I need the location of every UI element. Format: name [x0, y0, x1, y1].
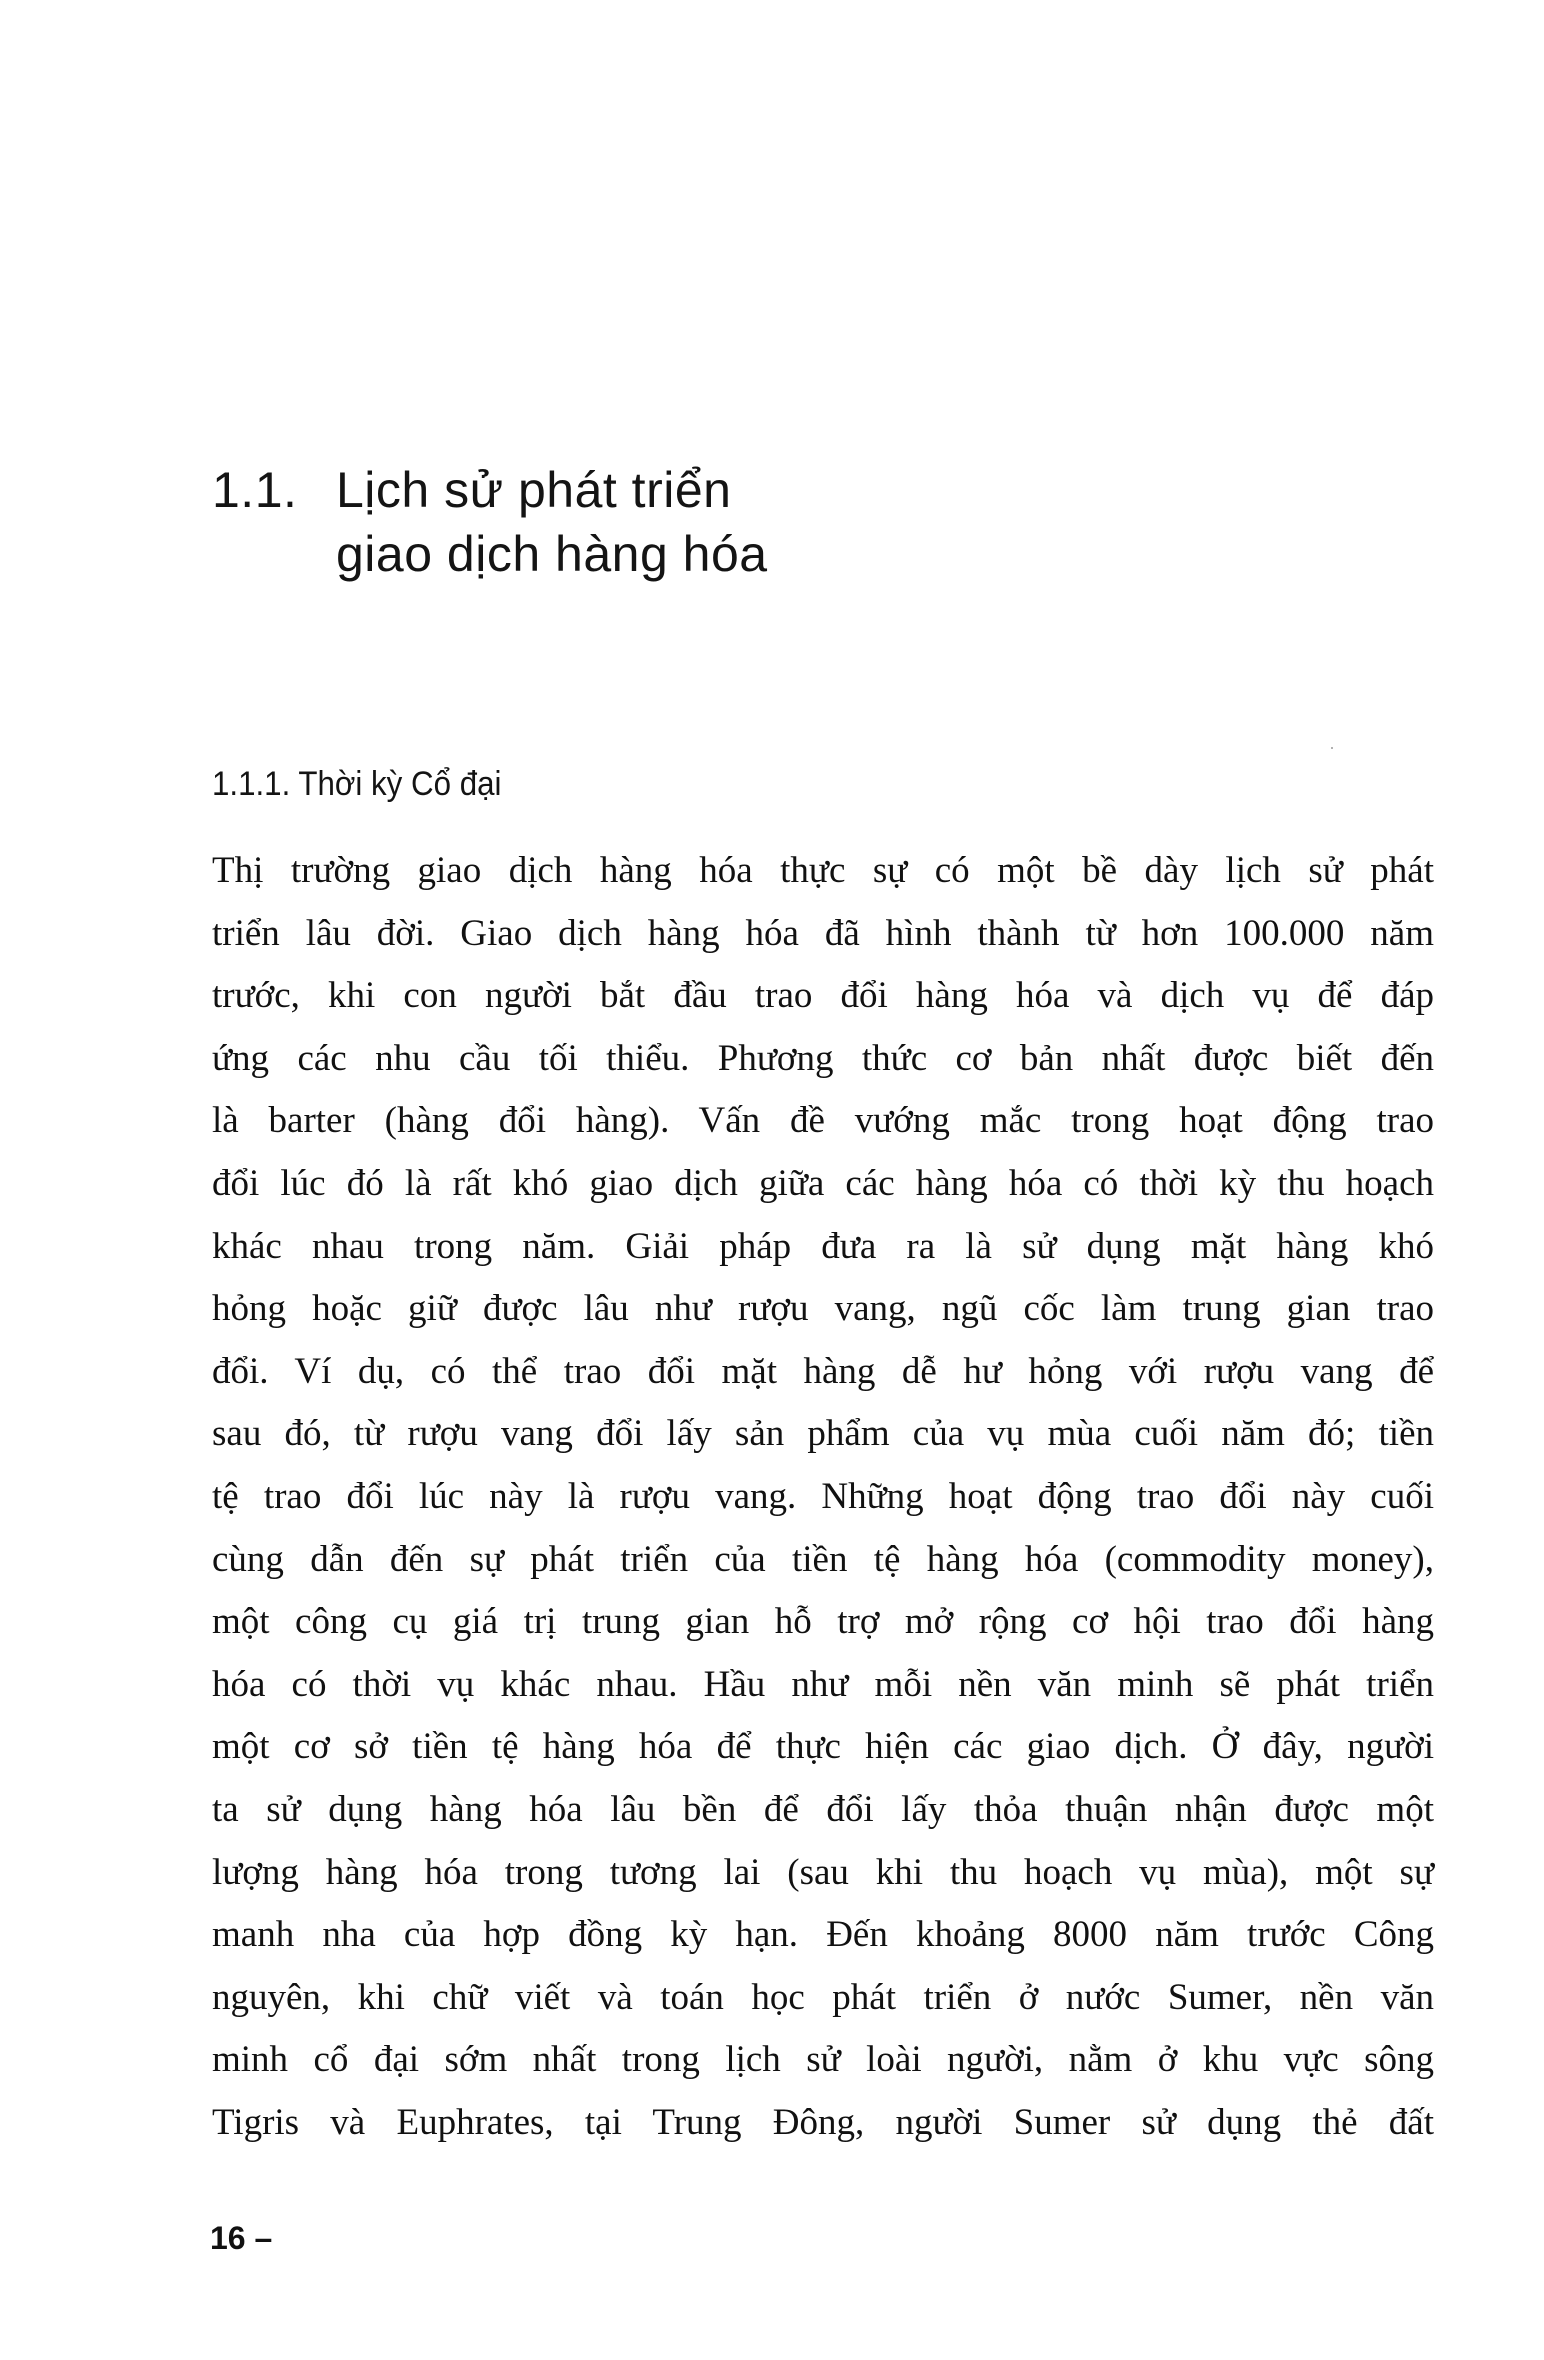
- section-title-line-1: Lịch sử phát triển: [336, 462, 732, 518]
- paragraph-line: sau đó, từ rượu vang đổi lấy sản phẩm của vụ mùa cuối năm đó; tiền: [212, 1413, 1434, 1455]
- paragraph-line: nguyên, khi chữ viết và toán học phát triển ở nước Sumer, nền văn: [212, 1976, 1434, 2018]
- paragraph-line: hỏng hoặc giữ được lâu như rượu vang, ngũ cốc làm trung gian trao: [212, 1288, 1434, 1330]
- section-title-line-2: giao dịch hàng hóa: [336, 526, 768, 582]
- paragraph-line: lượng hàng hóa trong tương lai (sau khi thu hoạch vụ mùa), một sự: [212, 1851, 1434, 1893]
- paragraph-line: minh cổ đại sớm nhất trong lịch sử loài người, nằm ở khu vực sông: [212, 2039, 1434, 2081]
- paragraph-line: ứng các nhu cầu tối thiểu. Phương thức cơ bản nhất được biết đến: [212, 1037, 1434, 1079]
- paragraph-line: đổi lúc đó là rất khó giao dịch giữa các hàng hóa có thời kỳ thu hoạch: [212, 1162, 1434, 1204]
- paragraph-line: đổi. Ví dụ, có thể trao đổi mặt hàng dễ hư hỏng với rượu vang để: [212, 1350, 1434, 1392]
- paragraph-line: cùng dẫn đến sự phát triển của tiền tệ hàng hóa (commodity money),: [212, 1538, 1434, 1580]
- paragraph-line: manh nha của hợp đồng kỳ hạn. Đến khoảng 8000 năm trước Công: [212, 1914, 1434, 1956]
- paragraph-line: ta sử dụng hàng hóa lâu bền để đổi lấy thỏa thuận nhận được một: [212, 1788, 1434, 1830]
- paragraph-line: trước, khi con người bắt đầu trao đổi hàng hóa và dịch vụ để đáp: [212, 975, 1434, 1017]
- paragraph-line: hóa có thời vụ khác nhau. Hầu như mỗi nền văn minh sẽ phát triển: [212, 1663, 1434, 1705]
- section-number: 1.1.: [212, 462, 298, 518]
- paragraph-line: là barter (hàng đổi hàng). Vấn đề vướng mắc trong hoạt động trao: [212, 1100, 1434, 1142]
- paragraph-line: triển lâu đời. Giao dịch hàng hóa đã hình thành từ hơn 100.000 năm: [212, 912, 1434, 954]
- subsection-heading: 1.1.1. Thời kỳ Cổ đại: [212, 765, 502, 803]
- paragraph-line: Tigris và Euphrates, tại Trung Đông, người Sumer sử dụng thẻ đất: [212, 2101, 1434, 2143]
- paragraph-line: Thị trường giao dịch hàng hóa thực sự có một bề dày lịch sử phát: [212, 850, 1434, 891]
- paragraph-line: khác nhau trong năm. Giải pháp đưa ra là sử dụng mặt hàng khó: [212, 1225, 1434, 1267]
- scan-artifact-dot: [1331, 747, 1333, 749]
- paragraph-line: một cơ sở tiền tệ hàng hóa để thực hiện các giao dịch. Ở đây, người: [212, 1726, 1434, 1768]
- paragraph-line: một công cụ giá trị trung gian hỗ trợ mở rộng cơ hội trao đổi hàng: [212, 1601, 1434, 1643]
- body-paragraph: [212, 840, 1434, 2154]
- page-number: 16 –: [210, 2220, 273, 2256]
- section-heading: [212, 458, 768, 586]
- paragraph-line: tệ trao đổi lúc này là rượu vang. Những hoạt động trao đổi này cuối: [212, 1475, 1434, 1517]
